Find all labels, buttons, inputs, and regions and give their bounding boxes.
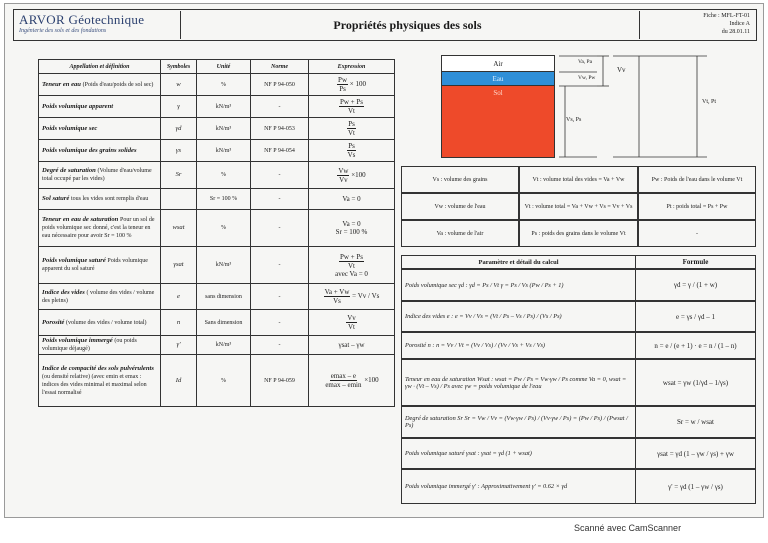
param-formula: wsat = γw (1/γd – 1/γs) <box>662 378 729 387</box>
volume-definition-cell: Pt : poids total = Ps + Pw <box>638 193 756 220</box>
property-row <box>39 210 395 247</box>
property-symbol: Id <box>161 355 197 407</box>
property-expression <box>309 355 395 407</box>
property-expression <box>309 162 395 189</box>
property-expression <box>309 74 395 96</box>
col-header-unit: Unité <box>197 60 251 74</box>
property-description: (Poids d'eau/poids de sol sec) <box>82 81 154 88</box>
property-norm: - <box>251 310 309 336</box>
property-norm: NF P 94-054 <box>251 140 309 162</box>
fraction-numerator: Ps <box>348 142 355 150</box>
property-name: Poids volumique des grains solides <box>42 146 137 154</box>
volume-definition-cell: Vt : volume total = Va + Vw + Vs = Vv + Vs <box>519 193 638 220</box>
property-expression <box>309 336 395 355</box>
volume-definition-cell: Va : volume de l'air <box>401 220 519 247</box>
volume-definition-cell: Vt : volume total des vides = Va + Vw <box>519 166 638 193</box>
property-description: (Volume d'eau/volume total occupé par les vides) <box>42 168 152 182</box>
expression-suffix: ×100 <box>351 170 366 179</box>
property-description: (volume des vides / volume total) <box>66 319 147 326</box>
label-vv: Vv <box>617 66 626 74</box>
fraction-denominator: Vt <box>348 129 355 137</box>
property-expression <box>309 210 395 247</box>
param-formula: n = e / (e + 1) · e = n / (1 – n) <box>654 341 737 350</box>
property-name-cell <box>39 310 161 336</box>
property-name: Teneur en eau de saturation <box>42 216 119 223</box>
volume-definition-cell: Vs : volume des grains <box>401 166 519 193</box>
param-row <box>401 301 756 332</box>
property-name: Poids volumique apparent <box>42 102 114 110</box>
param-detail: Degré de saturation Sr Sr = Vw / Vv = (Vw·γw / Ps) / (Vv·γw / Ps) = (Pw / Ps) / (Pwsat / Ps) <box>402 407 636 437</box>
property-name: Poids volumique sec <box>42 124 98 132</box>
ref-line-3: du 28.01.11 <box>721 29 750 35</box>
expression-note: avec Va = 0 <box>335 269 368 278</box>
fraction-numerator: Ps <box>348 120 355 128</box>
property-norm: - <box>251 162 309 189</box>
ref-line-1: Fiche : MFL-FT-01 <box>703 13 750 19</box>
phase-dimension-lines <box>557 51 727 163</box>
param-row <box>401 406 756 438</box>
fraction-numerator: Pw + Ps <box>339 98 363 106</box>
scanner-watermark: Scanné avec CamScanner <box>574 523 682 533</box>
fraction-numerator: Vv <box>347 314 356 322</box>
property-name: Indice de compacité des sols pulvérulents <box>42 364 154 372</box>
property-description: Pour un sol de poids volumique sec donné, c'est la teneur en eau nécessaire pour avoir Sr = 100 % <box>42 217 155 239</box>
expression-fraction <box>347 142 357 159</box>
property-norm: - <box>251 189 309 210</box>
expression-fraction <box>339 98 364 115</box>
param-row <box>401 269 756 301</box>
property-symbol: γs <box>161 140 197 162</box>
property-row <box>39 74 395 96</box>
property-row <box>39 336 395 355</box>
fraction-numerator: Pw + Ps <box>339 252 363 261</box>
property-unit: kN/m³ <box>197 96 251 118</box>
fraction-denominator: Vt <box>348 323 355 331</box>
property-norm: - <box>251 284 309 310</box>
fraction-denominator: Vt <box>347 261 355 270</box>
fraction-denominator: Ps <box>339 85 346 93</box>
property-unit: kN/m³ <box>197 118 251 140</box>
property-unit: % <box>197 162 251 189</box>
property-row <box>39 140 395 162</box>
property-description: tous les vides sont remplis d'eau <box>70 196 149 202</box>
property-expression <box>309 140 395 162</box>
property-unit: kN/m³ <box>197 140 251 162</box>
expression-text: Va = 0 <box>342 220 361 228</box>
expression-fraction <box>337 167 349 184</box>
property-name-cell <box>39 162 161 189</box>
property-row <box>39 247 395 284</box>
property-description: (ou densité relative) (avec emin et emax : indices des vides minimal et maximal selon l'essai normalisé <box>42 373 147 396</box>
property-norm: NF P 94-050 <box>251 74 309 96</box>
property-expression <box>309 247 395 284</box>
property-name: Porosité <box>42 318 65 326</box>
air-layer: Air <box>442 56 554 72</box>
phase-diagram <box>441 55 555 158</box>
property-name-cell <box>39 247 161 284</box>
fraction-denominator: Vv <box>339 175 348 184</box>
label-vt-pt: Vt, Pt <box>702 99 717 105</box>
fraction-numerator: Pw <box>338 76 347 84</box>
fraction-denominator: Vs <box>333 297 341 305</box>
property-row <box>39 118 395 140</box>
fraction-denominator: Vt <box>347 107 355 115</box>
volume-definition-cell: Vw : volume de l'eau <box>401 193 519 220</box>
property-norm: - <box>251 247 309 284</box>
properties-table <box>38 59 395 407</box>
col-header-symbol: Symboles <box>161 60 197 74</box>
property-name: Degré de saturation <box>42 167 96 174</box>
brand-name: ARVOR Géotechnique <box>19 12 145 27</box>
expression-text: γsat – γw <box>338 341 365 349</box>
property-name-cell <box>39 74 161 96</box>
property-unit: % <box>197 210 251 247</box>
property-description: Poids volumique apparent du sol saturé <box>42 258 148 272</box>
fraction-denominator: Vs <box>347 151 356 159</box>
property-name: Sol saturé <box>42 195 70 202</box>
property-name-cell <box>39 284 161 310</box>
param-row <box>401 359 756 406</box>
property-symbol: γ' <box>161 336 197 355</box>
property-row <box>39 96 395 118</box>
expression-fraction <box>346 314 357 331</box>
property-expression <box>309 189 395 210</box>
property-unit: Sr = 100 % <box>197 189 251 210</box>
params-header-right: Formule <box>682 258 709 266</box>
property-unit: % <box>197 74 251 96</box>
property-expression <box>309 118 395 140</box>
property-name-cell <box>39 210 161 247</box>
param-row <box>401 469 756 504</box>
property-unit: kN/m³ <box>197 336 251 355</box>
property-name: Indice des vides <box>42 288 85 296</box>
fraction-denominator: emax – emin <box>325 381 362 389</box>
property-norm: - <box>251 96 309 118</box>
header-divider-right <box>639 11 640 39</box>
property-name-cell <box>39 189 161 210</box>
expression-fraction <box>337 76 348 93</box>
property-symbol: γ <box>161 96 197 118</box>
expression-suffix: = Vv / Vs <box>352 292 380 301</box>
expression-text: Va = 0 <box>342 195 361 203</box>
property-unit: Sans dimension <box>197 310 251 336</box>
property-description: ( volume des vides / volume des pleins) <box>42 289 155 304</box>
property-symbol: e <box>161 284 197 310</box>
volume-definition-cell: Pw : Poids de l'eau dans le volume Vt <box>638 166 756 193</box>
expression-note: Sr = 100 % <box>335 228 368 236</box>
fraction-numerator: emax – e <box>330 372 357 380</box>
property-expression <box>309 96 395 118</box>
fraction-numerator: Vw <box>338 166 349 175</box>
property-expression <box>309 284 395 310</box>
property-symbol: γsat <box>161 247 197 284</box>
property-symbol: wsat <box>161 210 197 247</box>
expression-fraction <box>324 288 351 305</box>
param-formula: e = γs / γd – 1 <box>676 312 715 321</box>
param-detail: Porosité n : n = Vv / Vt = (Vv / Vs) / (Vv / Vs + Vs / Vs) <box>402 333 636 358</box>
property-norm: NF P 94-059 <box>251 355 309 407</box>
property-symbol: n <box>161 310 197 336</box>
param-detail: Poids volumique sec γd : γd = Ps / Vt γ = Ps / Vs (Pw / Ps + 1) <box>402 270 636 300</box>
property-row <box>39 189 395 210</box>
property-symbol: w <box>161 74 197 96</box>
param-detail: Teneur en eau de saturation Wsat : wsat = Pw / Ps = Vw·γw / Ps comme Va = 0, wsat = γw · (Vt – Vs) / Ps avec γw = poids volumique de l'eau <box>402 360 636 405</box>
label-vw-pw: Vw, Pw <box>578 75 596 81</box>
volume-definition-cell: - <box>638 220 756 247</box>
param-formula: γ' = γd (1 – γw / γs) <box>668 482 723 491</box>
param-detail: Poids volumique saturé γsat : γsat = γd (1 + wsat) <box>402 439 636 468</box>
expression-suffix: ×100 <box>364 376 379 385</box>
param-formula: γsat = γd (1 – γw / γs) + γw <box>657 449 734 458</box>
water-layer: Eau <box>442 72 554 86</box>
property-row <box>39 310 395 336</box>
col-header-expression: Expression <box>309 60 395 74</box>
brand-logo <box>19 12 144 34</box>
property-unit: kN/m³ <box>197 247 251 284</box>
col-header-norm: Norme <box>251 60 309 74</box>
property-unit: % <box>197 355 251 407</box>
params-header <box>401 255 756 269</box>
property-symbol: γd <box>161 118 197 140</box>
page-title-wrap <box>180 18 635 33</box>
expression-fraction <box>324 372 362 389</box>
property-name-cell <box>39 140 161 162</box>
property-name-cell <box>39 118 161 140</box>
page-title: Propriétés physiques des sols <box>333 18 482 32</box>
property-norm: - <box>251 336 309 355</box>
param-formula: γd = γ / (1 + w) <box>673 281 718 289</box>
label-vs-ps: Vs, Ps <box>566 117 582 123</box>
document-reference <box>645 12 750 36</box>
property-name-cell <box>39 96 161 118</box>
volume-definition-cell: Ps : poids des grains dans le volume Vt <box>519 220 638 247</box>
property-symbol: Sr <box>161 162 197 189</box>
param-detail: Indice des vides e : e = Vv / Vs = (Vt / Ps – Vs / Ps) / (Vs / Ps) <box>402 302 636 331</box>
property-symbol <box>161 189 197 210</box>
property-name-cell <box>39 336 161 355</box>
property-name: Poids volumique immergé <box>42 337 113 344</box>
param-row <box>401 438 756 469</box>
property-name-cell <box>39 355 161 407</box>
params-header-left: Paramètre et détail du calcul <box>402 256 636 268</box>
property-norm: NF P 94-053 <box>251 118 309 140</box>
brand-subtitle: Ingénierie des sols et des fondations <box>19 28 107 34</box>
ref-line-2: Indice A <box>729 21 750 27</box>
param-formula: Sr = w / wsat <box>676 418 714 426</box>
expression-fraction <box>339 253 364 270</box>
property-row <box>39 162 395 189</box>
expression-fraction <box>347 120 356 137</box>
property-name: Poids volumique saturé <box>42 257 106 264</box>
soil-layer: Sol <box>442 86 554 157</box>
fraction-numerator: Va + Vw <box>324 288 350 296</box>
col-header-name: Appellation et définition <box>39 60 161 74</box>
property-row <box>39 355 395 407</box>
property-norm: - <box>251 210 309 247</box>
property-unit: sans dimension <box>197 284 251 310</box>
document-sheet <box>4 3 764 518</box>
property-row <box>39 284 395 310</box>
property-description: (ou poids volumique déjaugé) <box>42 338 137 352</box>
property-name: Teneur en eau <box>42 80 81 88</box>
property-expression <box>309 310 395 336</box>
label-va-pa: Va, Pa <box>578 59 593 65</box>
expression-suffix: × 100 <box>349 80 366 89</box>
param-detail: Poids volumique immergé γ' : Approximativement γ' = 0.62 × γd <box>402 470 636 503</box>
param-row <box>401 332 756 359</box>
